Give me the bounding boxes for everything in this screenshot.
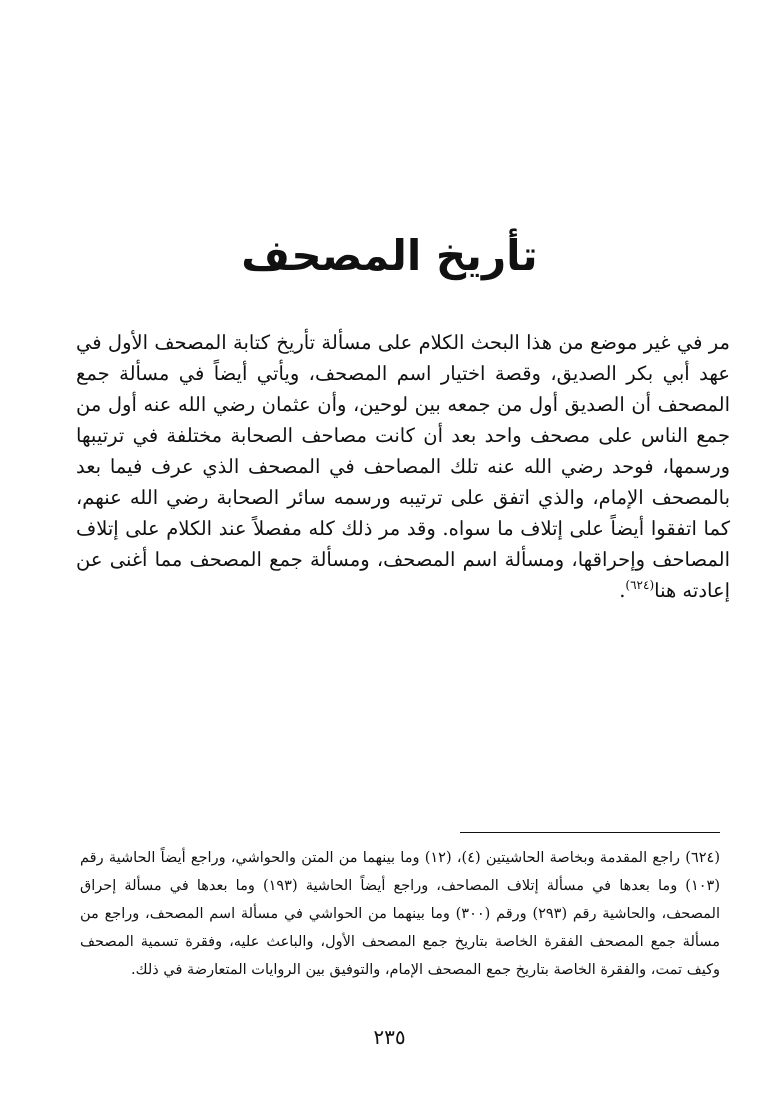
footnote-separator-rule xyxy=(460,832,720,833)
body-paragraph xyxy=(76,327,730,606)
page-number: ٢٣٥ xyxy=(373,1025,406,1049)
body-paragraph-text: مر في غير موضع من هذا البحث الكلام على مسألة تأريخ كتابة المصحف الأول في عهد أبي بكر الصديق، وقصة اختيار اسم المصحف، ويأتي أيضاً في مسألة جمع المصحف أن الصديق أول من جمعه بين لوحين، وأن عثمان رضي الله عنه أول من جمع الناس على مصحف واحد بعد أن كانت مصاحف الصحابة مختلفة في ترتيبها ورسمها، فوحد رضي الله عنه تلك المصاحف في المصحف الذي عرف فيما بعد بالمصحف الإمام، والذي اتفق على ترتيبه ورسمه سائر الصحابة رضي الله عنهم، كما اتفقوا أيضاً على إتلاف ما سواه. وقد مر ذلك كله مفصلاً عند الكلام على إتلاف المصاحف وإحراقها، ومسألة اسم المصحف، ومسألة جمع المصحف مما أغنى عن إعادته هنا xyxy=(76,331,730,602)
footnote-reference-624[interactable]: (٦٢٤) xyxy=(625,578,655,592)
chapter-title: تأريخ المصحف xyxy=(241,231,538,280)
paragraph-end-mark: . xyxy=(619,579,626,602)
footnote-624: (٦٢٤) راجع المقدمة وبخاصة الحاشيتين (٤)، (١٢) وما بينهما من المتن والحواشي، وراجع أيضاً الحاشية رقم (١٠٣) وما بعدها في مسألة إتلاف المصاحف، وراجع أيضاً الحاشية (١٩٣) وما بعدها في مسألة إحراق المصحف، والحاشية رقم (٢٩٣) ورقم (٣٠٠) وما بينهما من الحواشي في مسألة اسم المصحف، وراجع من مسألة جمع المصحف الفقرة الخاصة بتاريخ جمع المصحف الأول، والباعث عليه، وفقرة تسمية المصحف وكيف تمت، والفقرة الخاصة بتاريخ جمع المصحف الإمام، والتوفيق بين الروايات المتعارضة في ذلك. xyxy=(80,850,721,978)
